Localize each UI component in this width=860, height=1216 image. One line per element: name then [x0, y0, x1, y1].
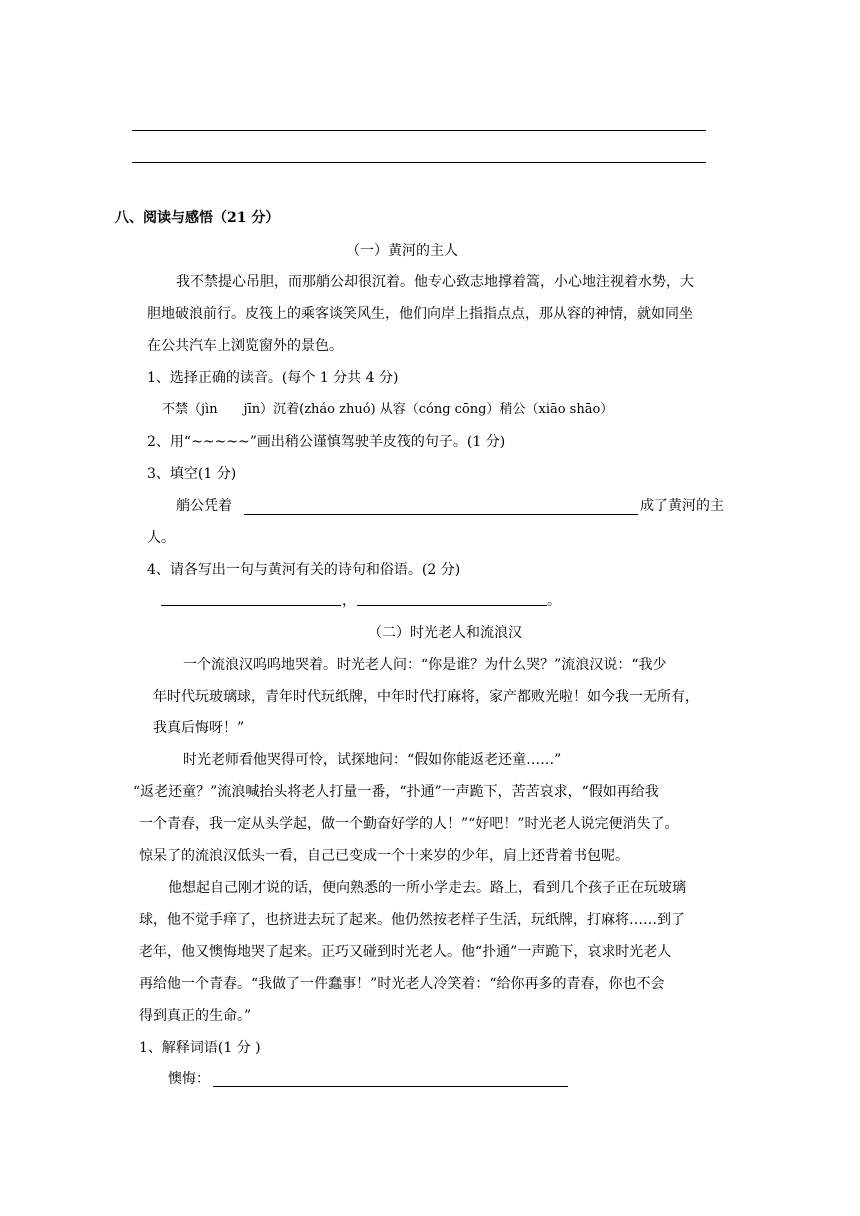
passage-line: 时光老师看他哭得可怜，试探地问：“假如你能返老还童……” [183, 752, 562, 768]
passage-line: 一个青春，我一定从头学起，做一个勤奋好学的人！”“好吧！”时光老人说完便消失了。 [139, 816, 679, 832]
fill-blank[interactable] [244, 514, 638, 515]
question-4: 4、请各写出一句与黄河有关的诗句和俗语。(2 分) [147, 562, 461, 578]
poem-blank[interactable] [161, 605, 341, 606]
pinyin-options: 不禁（jìn jīn）沉着(zháo zhuó) 从容（cóng cōng）稍公（xiāo shāo） [162, 402, 614, 417]
answer-line [132, 162, 706, 163]
passage-line: 一个流浪汉呜呜地哭着。时光老人问：“你是谁？为什么哭？”流浪汉说：“我少 [183, 657, 667, 673]
passage-line: 我不禁提心吊胆，而那艄公却很沉着。他专心致志地撑着篙，小心地注视着水势，大 [176, 274, 694, 290]
blank-separator: ， [342, 593, 356, 609]
passage-line: 老年，他又懊悔地哭了起来。正巧又碰到时光老人。他“扑通”一声跪下，哀求时光老人 [139, 944, 672, 960]
passage-line: 年时代玩玻璃球，青年时代玩纸牌，中年时代打麻将，家产都败光啦！如今我一无所有， [153, 689, 699, 705]
fill-prefix: 艄公凭着 [176, 498, 232, 514]
answer-line [132, 130, 706, 131]
word-label: 懊悔： [168, 1071, 210, 1087]
passage-line: 我真后悔呀！” [153, 720, 245, 736]
question-3: 3、填空(1 分) [147, 466, 237, 482]
passage-line: 在公共汽车上浏览窗外的景色。 [147, 338, 343, 354]
passage-line: 再给他一个青春。“我做了一件蠢事！”时光老人冷笑着：“给你再多的青春，你也不会 [139, 976, 665, 992]
passage-title: （二）时光老人和流浪汉 [368, 625, 522, 641]
passage-line: 惊呆了的流浪汉低头一看，自己已变成一个十来岁的少年，肩上还背着书包呢。 [139, 848, 629, 864]
question-2: 2、用“~~~~~”画出稍公谨慎驾驶羊皮筏的句子。(1 分) [147, 434, 506, 450]
passage-line: 球，他不觉手痒了，也挤进去玩了起来。他仍然按老样子生活，玩纸牌，打麻将……到了 [139, 912, 685, 928]
passage-line: 他想起自己刚才说的话，便向熟悉的一所小学走去。路上，看到几个孩子正在玩玻璃 [168, 880, 686, 896]
passage-line: 胆地破浪前行。皮筏上的乘客谈笑风生，他们向岸上指指点点，那从容的神情，就如同坐 [147, 306, 693, 322]
blank-end: 。 [547, 593, 561, 609]
section-heading: 八、阅读与感悟（21 分） [115, 210, 280, 226]
passage-title: （一）黄河的主人 [346, 243, 458, 259]
definition-blank[interactable] [213, 1086, 568, 1087]
question-1: 1、选择正确的读音。(每个 1 分共 4 分) [147, 370, 399, 386]
passage-line: “返老还童？”流浪喊抬头将老人打量一番，“扑通”一声跪下，苦苦哀求，“假如再给我 [133, 784, 659, 800]
passage-line: 得到真正的生命。” [139, 1008, 252, 1024]
fill-tail: 人。 [147, 530, 175, 546]
proverb-blank[interactable] [357, 605, 547, 606]
fill-suffix: 成了黄河的主 [640, 498, 724, 514]
question-1: 1、解释词语(1 分 ) [139, 1040, 261, 1056]
